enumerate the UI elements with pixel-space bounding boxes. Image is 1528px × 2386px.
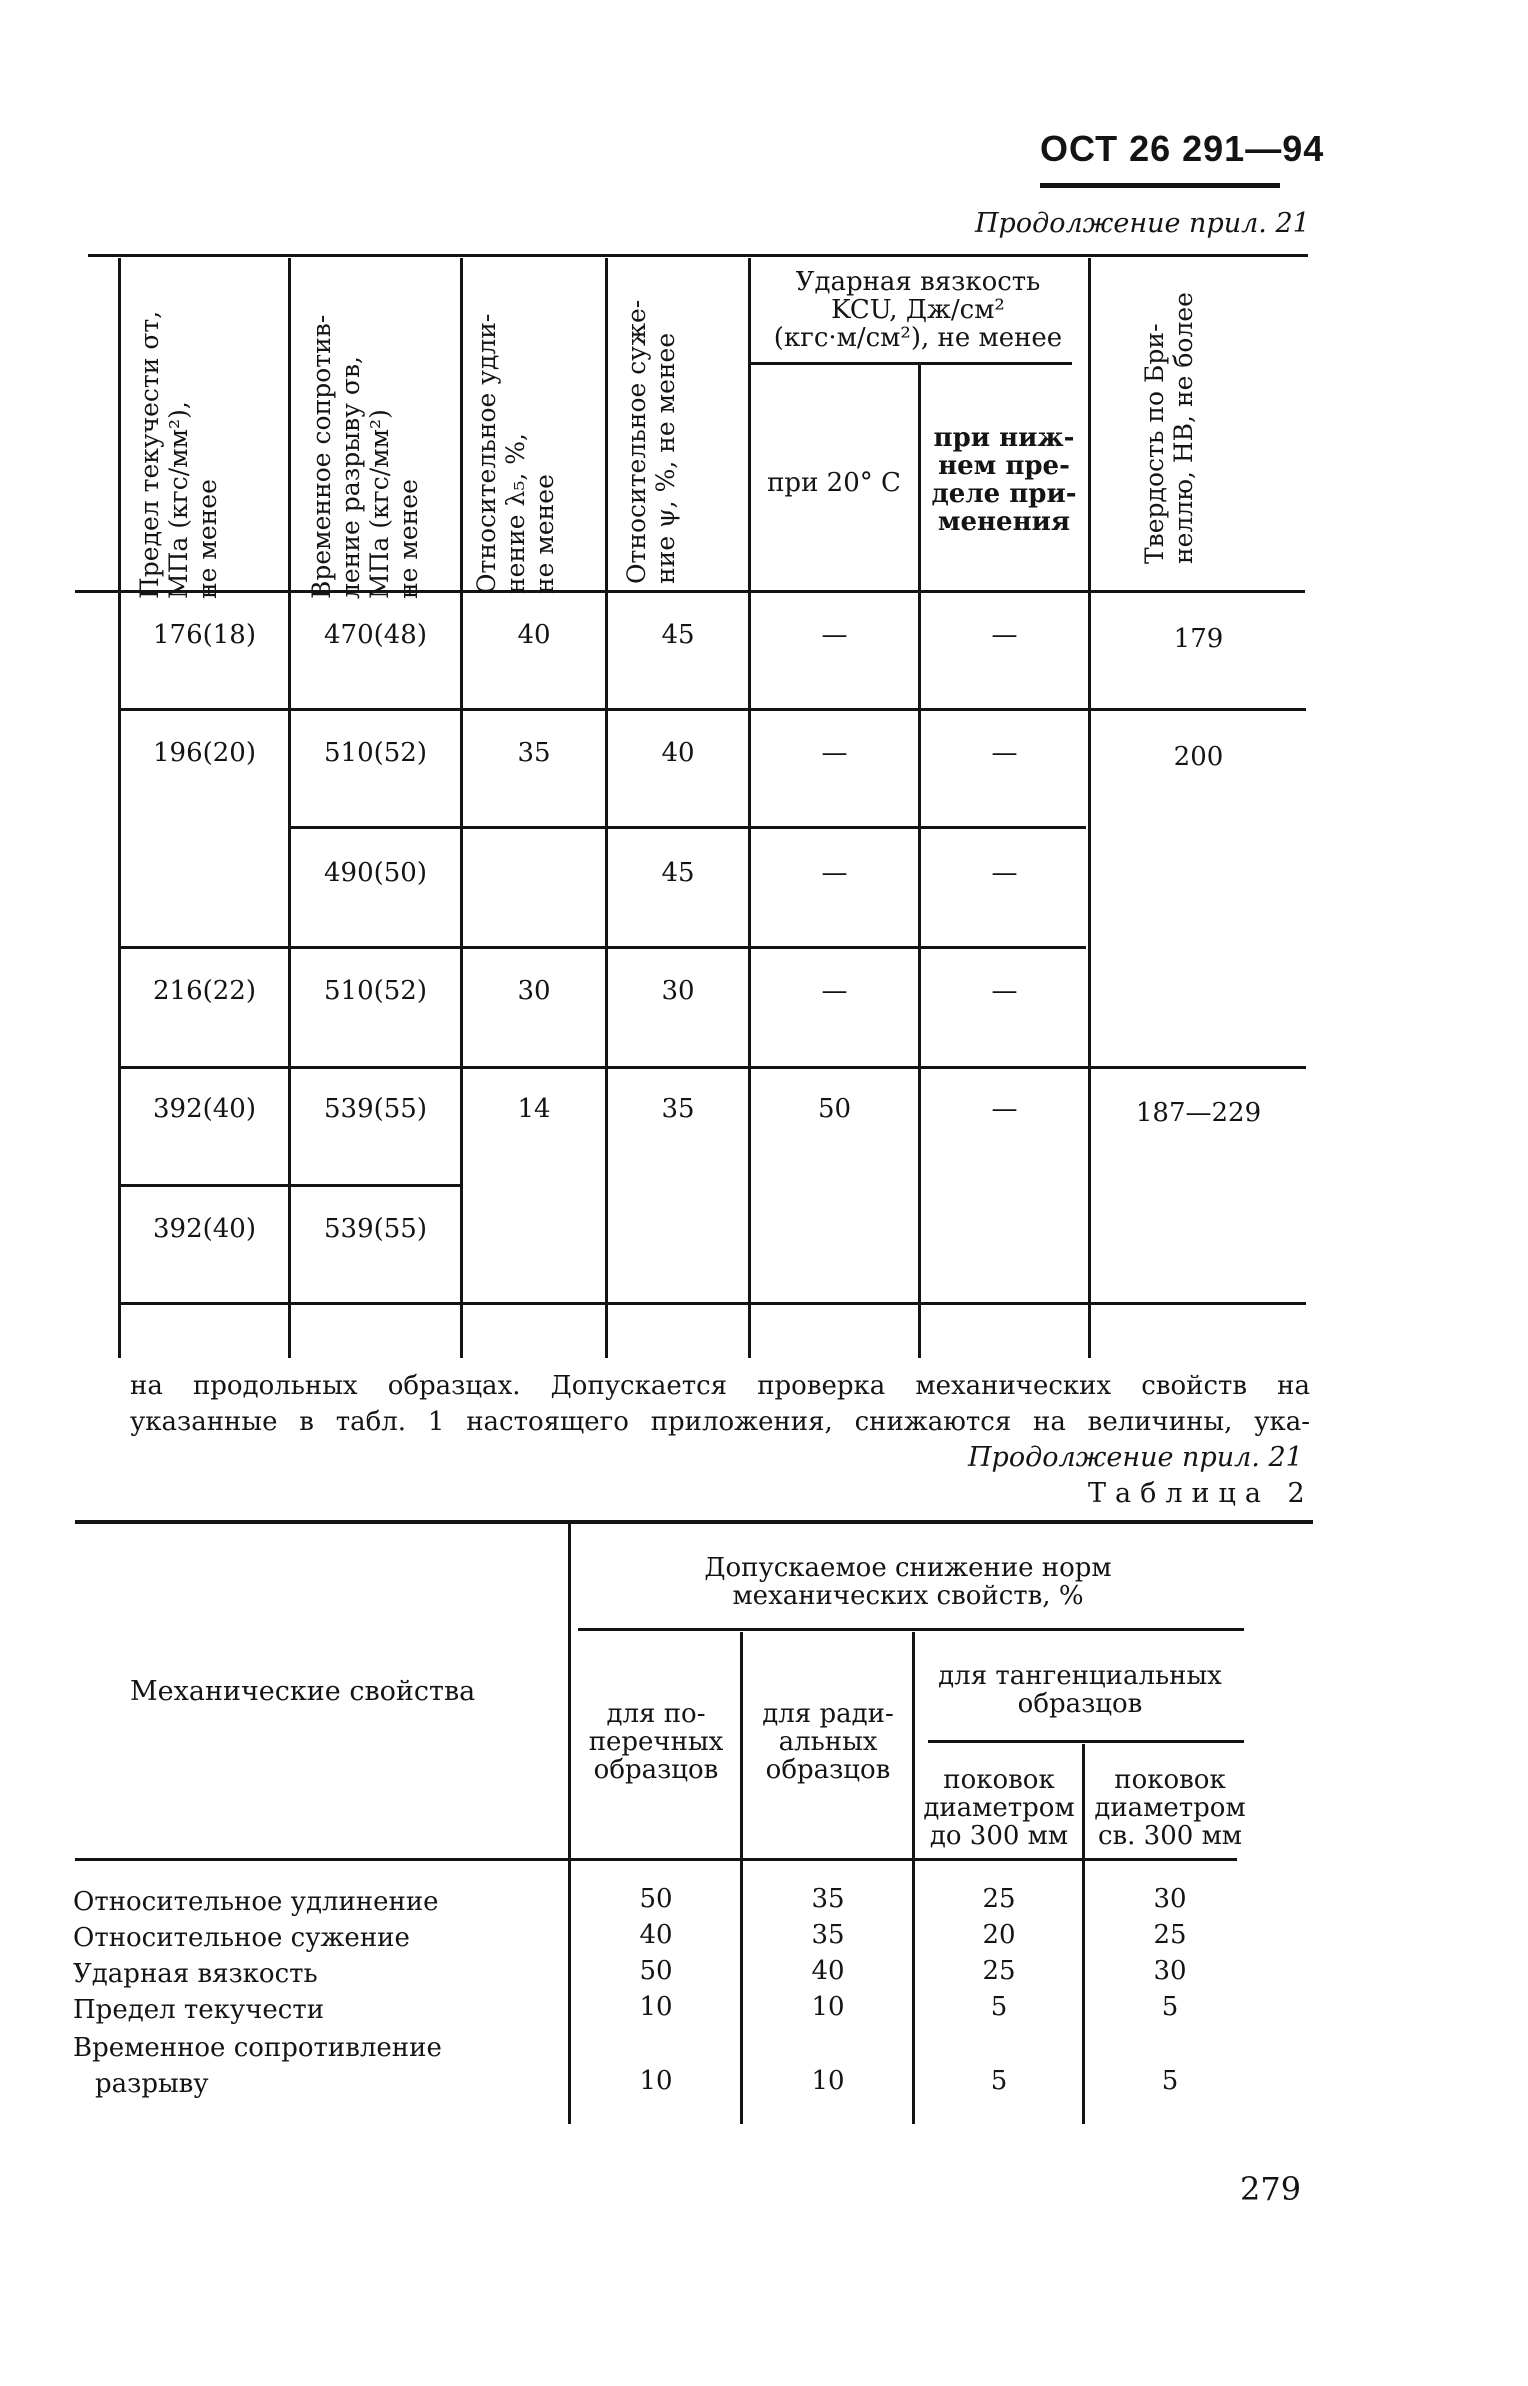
table-cell: 5: [990, 1992, 1008, 2022]
table-cell: 539(55): [324, 1094, 427, 1124]
header-tangential: для тангенциальных образцов: [938, 1661, 1222, 1719]
table1-row-rule: [120, 946, 1086, 949]
body-text-line-1: на продольных образцах. Допускается проверка механических свойств на: [130, 1371, 1310, 1401]
table-cell: 30: [1153, 1884, 1187, 1914]
table-cell: 200: [1173, 742, 1224, 772]
table-cell: 30: [661, 976, 695, 1006]
table1-vline: [1088, 258, 1091, 1358]
table-cell: —: [991, 976, 1018, 1006]
table2-row-label: Предел текучести: [73, 1995, 325, 2025]
header-transverse: для по- перечных образцов: [588, 1699, 724, 1785]
header-yield: Предел текучести σт, МПа (кгс/мм²), не менее: [135, 310, 222, 599]
table-cell: 179: [1173, 624, 1224, 654]
table-cell: 392(40): [153, 1214, 256, 1244]
table-cell: 187—229: [1135, 1098, 1262, 1128]
header-impact-group: Ударная вязкость KCU, Дж/см² (кгс·м/см²), не менее: [773, 267, 1063, 353]
table2-label: Таблица 2: [1088, 1478, 1314, 1509]
body-text-line-2: указанные в табл. 1 настоящего приложения, снижаются на величины, ука-: [130, 1407, 1310, 1437]
table-cell: 50: [639, 1956, 673, 1986]
header-radial: для ради- альных образцов: [762, 1699, 894, 1785]
table1-row-rule: [290, 826, 1086, 829]
table-cell: 40: [661, 738, 695, 768]
table1-impact-subrule: [750, 362, 1072, 365]
table1-vline: [118, 258, 121, 1358]
table1-bottom-rule: [120, 1302, 1306, 1305]
table-cell: 35: [811, 1920, 845, 1950]
table-cell: 30: [517, 976, 551, 1006]
table-cell: 196(20): [153, 738, 256, 768]
table2-row-label: Ударная вязкость: [73, 1959, 318, 1989]
table-cell: 25: [1153, 1920, 1187, 1950]
table-cell: 10: [639, 1992, 673, 2022]
table-cell: 35: [517, 738, 551, 768]
table-cell: 510(52): [324, 976, 427, 1006]
table2-top-rule: [75, 1520, 1313, 1524]
table-cell: 40: [517, 620, 551, 650]
table1-vline: [288, 258, 291, 1358]
table-cell: 490(50): [324, 858, 427, 888]
table2-tan-subrule: [928, 1740, 1244, 1743]
table-cell: 176(18): [153, 620, 256, 650]
table-cell: 10: [639, 2066, 673, 2096]
table-cell: 5: [990, 2066, 1008, 2096]
table2-row-label-cont: разрыву: [95, 2069, 209, 2099]
header-tensile: Временное сопротив- ление разрыву σв, МПа (кгс/мм²) не менее: [307, 314, 423, 599]
table-cell: 30: [1153, 1956, 1187, 1986]
table-cell: 470(48): [324, 620, 427, 650]
header-rule: [1040, 183, 1280, 188]
table-cell: 14: [517, 1094, 551, 1124]
table-cell: 20: [982, 1920, 1016, 1950]
table-cell: —: [991, 738, 1018, 768]
continuation-label-top: Продолжение прил. 21: [975, 208, 1310, 239]
table-cell: 216(22): [153, 976, 256, 1006]
header-elongation: Относительное удли- нение λ₅, %, не менее: [472, 313, 559, 594]
table1-row-rule: [120, 1184, 460, 1187]
table-cell: 35: [811, 1884, 845, 1914]
table-cell: 5: [1161, 1992, 1179, 2022]
table-cell: 45: [661, 858, 695, 888]
header-allowed-reduction: Допускаемое снижение норм механических свойств, %: [704, 1553, 1112, 1611]
table-cell: 10: [811, 2066, 845, 2096]
table-cell: 539(55): [324, 1214, 427, 1244]
document-code: ОСТ 26 291—94: [1040, 128, 1325, 169]
table-cell: 510(52): [324, 738, 427, 768]
table-cell: —: [821, 620, 848, 650]
header-impact-low: при ниж- нем пре- деле при- менения: [931, 423, 1077, 537]
table-cell: 5: [1161, 2066, 1179, 2096]
table-cell: —: [821, 858, 848, 888]
table2-vline: [1082, 1744, 1085, 2124]
header-impact-20c: при 20° С: [767, 468, 901, 498]
header-mechanical-properties: Механические свойства: [130, 1676, 476, 1707]
table2-row-label: Временное сопротивление: [73, 2033, 442, 2063]
table1-top-rule: [88, 254, 1308, 257]
table-cell: —: [991, 1094, 1018, 1124]
table1-vline: [605, 258, 608, 1358]
table-cell: 45: [661, 620, 695, 650]
table-cell: 35: [661, 1094, 695, 1124]
table-cell: —: [821, 976, 848, 1006]
table-cell: 392(40): [153, 1094, 256, 1124]
header-hardness: Твердость по Бри- неллю, НВ, не более: [1140, 292, 1198, 564]
table-cell: 50: [817, 1094, 852, 1124]
header-reduction: Относительное суже- ние ψ, %, не менее: [622, 299, 680, 584]
table-cell: 40: [639, 1920, 673, 1950]
table-cell: —: [821, 738, 848, 768]
table-cell: 25: [982, 1884, 1016, 1914]
table2-vline: [568, 1524, 571, 2124]
table1-row-rule: [120, 708, 1306, 711]
header-tan-over-300: поковок диаметром св. 300 мм: [1094, 1765, 1246, 1851]
table2-vline: [912, 1632, 915, 2124]
table2-row-label: Относительное удлинение: [73, 1887, 439, 1917]
table1-row-rule: [120, 1066, 1306, 1069]
page-number: 279: [1240, 2170, 1302, 2208]
table1-vline: [748, 258, 751, 1358]
table2-header-rule: [75, 1858, 1237, 1861]
header-tan-up-to-300: поковок диаметром до 300 мм: [923, 1765, 1075, 1851]
table-cell: —: [991, 858, 1018, 888]
table-cell: 40: [811, 1956, 845, 1986]
table-cell: —: [991, 620, 1018, 650]
table1-vline: [460, 258, 463, 1358]
table2-group-subrule: [578, 1628, 1244, 1631]
table-cell: 10: [811, 1992, 845, 2022]
continuation-label-mid: Продолжение прил. 21: [968, 1442, 1303, 1473]
table-cell: 50: [639, 1884, 673, 1914]
table2-vline: [740, 1632, 743, 2124]
table2-row-label: Относительное сужение: [73, 1923, 410, 1953]
table-cell: 25: [982, 1956, 1016, 1986]
